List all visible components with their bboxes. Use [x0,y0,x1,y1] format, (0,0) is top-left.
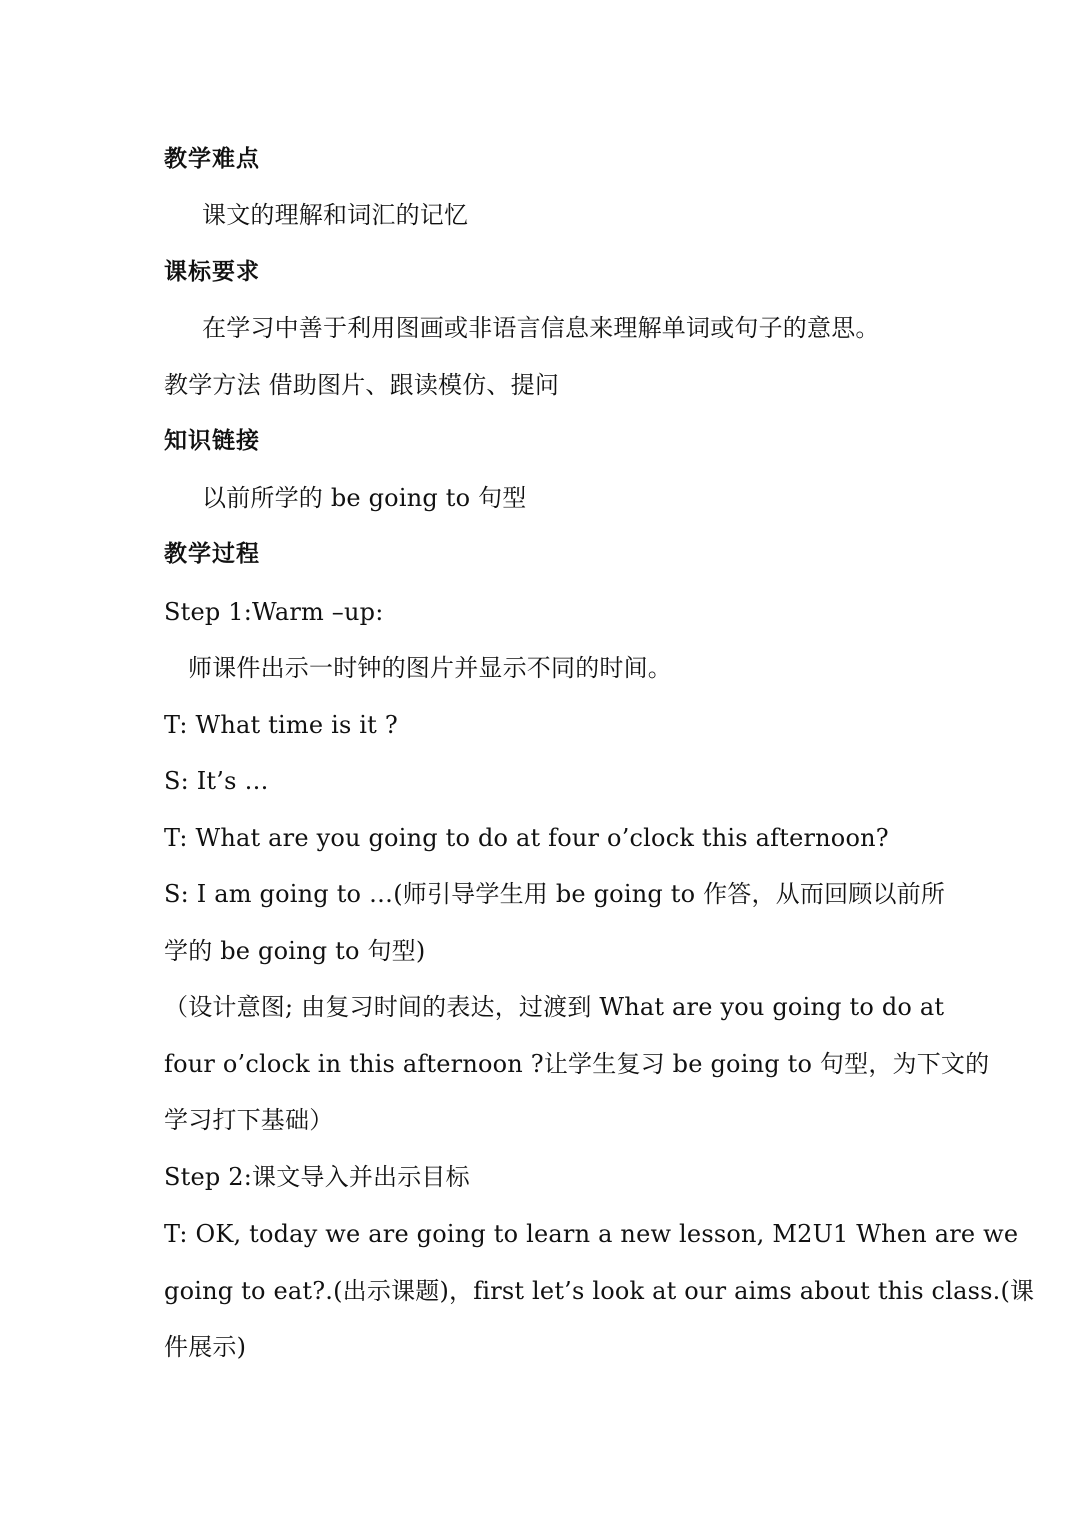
knowledge-text: 以前所学的 be going to 句型 [202,484,527,512]
design-intent-line2: four o’clock in this afternoon ?让学生复习 be going to 句型，为下文的 [164,1050,990,1078]
step2-teacher-line2: going to eat?.(出示课题)，first let’s look at our aims about this class.(课 [164,1277,1035,1305]
heading-curriculum-standard: 课标要求 [164,259,260,285]
dialogue-student-1: S: It’s … [164,767,269,795]
dialogue-teacher-1: T: What time is it ? [164,711,398,739]
standard-text: 在学习中善于利用图画或非语言信息来理解单词或句子的意思。 [202,314,880,342]
step1-intro: 师课件出示一时钟的图片并显示不同的时间。 [188,654,672,682]
teaching-method-line: 教学方法 借助图片、跟读模仿、提问 [164,371,560,399]
heading-knowledge-link: 知识链接 [164,428,260,454]
step1-title: Step 1:Warm –up: [164,598,384,626]
step2-teacher-line3: 件展示) [164,1333,247,1361]
step2-title: Step 2:课文导入并出示目标 [164,1163,470,1191]
step2-teacher-line1: T: OK, today we are going to learn a new lesson, M2U1 When are we [164,1220,1019,1248]
heading-teaching-process: 教学过程 [164,541,260,567]
design-intent-line3: 学习打下基础） [164,1106,334,1134]
difficulty-text: 课文的理解和词汇的记忆 [202,201,469,229]
dialogue-student-2-line2: 学的 be going to 句型) [164,937,426,965]
dialogue-student-2-line1: S: I am going to …(师引导学生用 be going to 作答，从而回顾以前所 [164,880,946,908]
design-intent-line1: （设计意图; 由复习时间的表达，过渡到 What are you going to do at [164,993,945,1021]
heading-teaching-difficulty: 教学难点 [164,146,260,172]
dialogue-teacher-2: T: What are you going to do at four o’clock this afternoon? [164,824,889,852]
